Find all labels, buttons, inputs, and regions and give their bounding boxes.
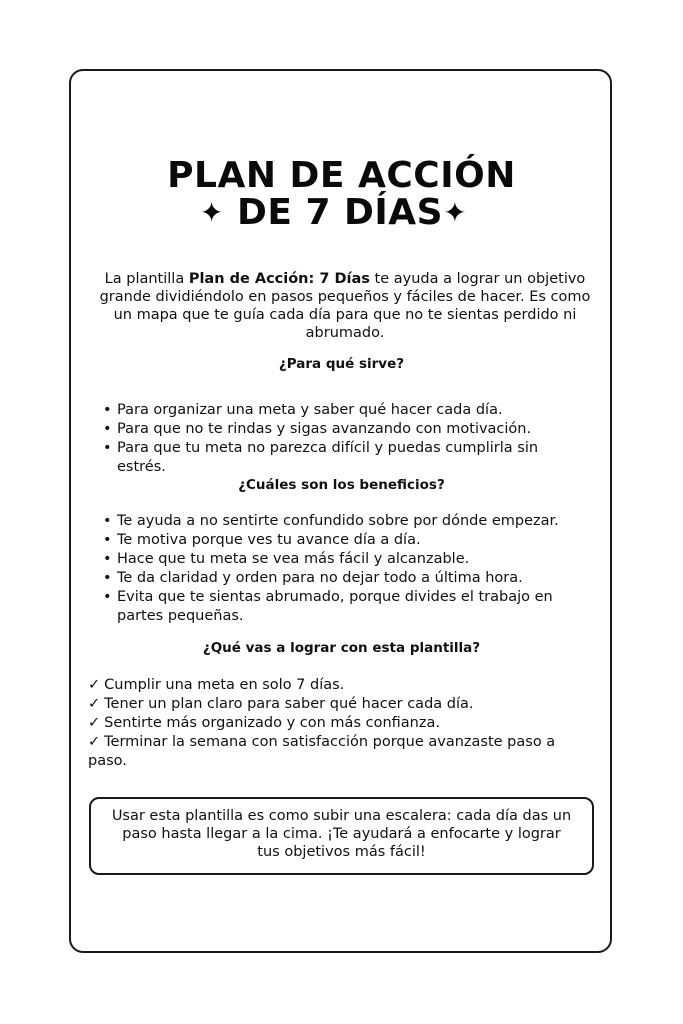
check-icon: ✓ xyxy=(88,696,101,712)
sparkle-left-icon: ✦ xyxy=(199,196,224,229)
heading-para-que: ¿Para qué sirve? xyxy=(278,356,405,372)
list-item-text: Tener un plan claro para saber qué hacer cada día. xyxy=(104,696,474,712)
intro-bold: Plan de Acción: 7 Días xyxy=(188,271,370,287)
list-item xyxy=(88,695,588,714)
intro-before: La plantilla xyxy=(104,271,189,287)
heading-beneficios: ¿Cuáles son los beneficios? xyxy=(238,477,445,493)
list-item: • Te motiva porque ves tu avance día a día. xyxy=(103,531,573,550)
check-icon: ✓ xyxy=(88,677,101,693)
check-icon: ✓ xyxy=(88,715,101,731)
intro-paragraph xyxy=(90,270,600,342)
title-line-2 xyxy=(0,192,675,233)
list-item: • Te ayuda a no sentirte confundido sobre por dónde empezar. xyxy=(103,512,573,531)
list-para-que xyxy=(103,401,573,477)
list-item xyxy=(88,676,588,695)
list-item: • Para que tu meta no parezca difícil y puedas cumplirla sin estrés. xyxy=(103,439,573,477)
list-item: • Para que no te rindas y sigas avanzando con motivación. xyxy=(103,420,573,439)
intro-after: te ayuda a lograr un objetivo grande dividiéndolo en pasos pequeños y fáciles de hacer. Es como un mapa que te guía cada día para que no te sientas perdido ni abrumado. xyxy=(99,271,591,341)
list-lograr xyxy=(88,676,588,771)
list-item: • Evita que te sientas abrumado, porque divides el trabajo en partes pequeñas. xyxy=(103,588,573,626)
note-box: Usar esta plantilla es como subir una escalera: cada día das un paso hasta llegar a la cima. ¡Te ayudará a enfocarte y lograr tus objetivos más fácil! xyxy=(89,797,594,875)
title-line-1: PLAN DE ACCIÓN xyxy=(167,155,516,196)
list-item: • Para organizar una meta y saber qué hacer cada día. xyxy=(103,401,573,420)
list-item: • Hace que tu meta se vea más fácil y alcanzable. xyxy=(103,550,573,569)
title-line-2-text: DE 7 DÍAS xyxy=(236,192,444,233)
check-icon: ✓ xyxy=(88,734,101,750)
sparkle-right-icon: ✦ xyxy=(443,196,468,229)
list-item: • Te da claridad y orden para no dejar todo a última hora. xyxy=(103,569,573,588)
heading-lograr: ¿Qué vas a lograr con esta plantilla? xyxy=(202,640,481,656)
list-item-text: Cumplir una meta en solo 7 días. xyxy=(104,677,345,693)
list-item xyxy=(88,714,588,733)
list-beneficios xyxy=(103,512,573,626)
list-item xyxy=(88,733,588,771)
list-item-text: Terminar la semana con satisfacción porque avanzaste paso a paso. xyxy=(88,734,556,769)
list-item-text: Sentirte más organizado y con más confianza. xyxy=(104,715,440,731)
